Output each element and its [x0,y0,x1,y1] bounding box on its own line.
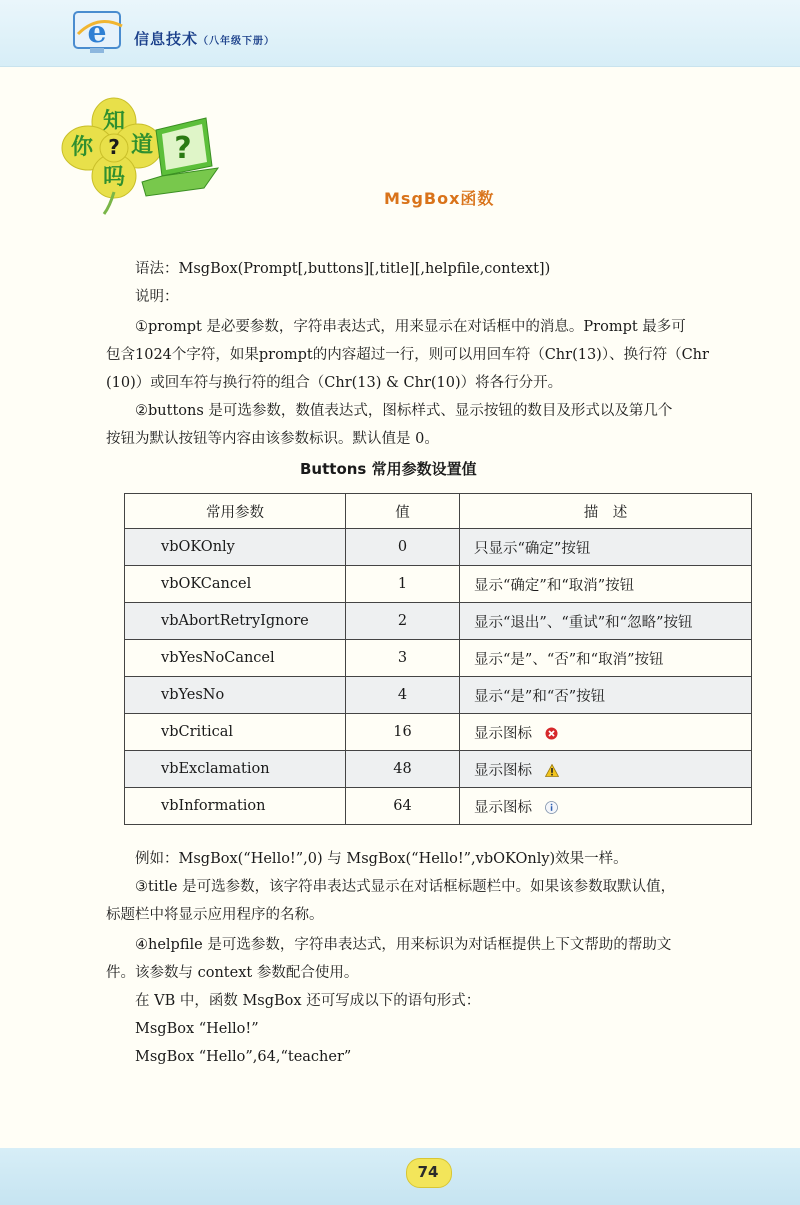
badge-char-ni: 你 [70,135,94,160]
book-title-main: 信息技术 [134,30,199,48]
buttons-para-line1: ②buttons 是可选参数，数值表达式，图标样式、显示按钮的数目及形式以及第几个 [135,403,673,419]
table-row [125,640,752,677]
section-title: MsgBox函数 [384,189,495,208]
badge-char-zhi: 知 [102,109,126,134]
header-desc: 描 述 [460,494,752,529]
table-row [125,529,752,566]
param-cell: vbOKCancel [125,566,346,603]
desc-cell: 显示“确定”和“取消”按钮 [460,566,752,603]
prompt-para-line3: (10)）或回车符与换行符的组合（Chr(13) & Chr(10)）将各行分开。 [106,375,563,391]
desc-cell [460,714,752,751]
syntax-line: 语法：MsgBox(Prompt[,buttons][,title][,helpfile,context]) [135,261,551,277]
prompt-para-line1: ①prompt 是必要参数，字符串表达式，用来显示在对话框中的消息。Prompt 最多可 [135,319,686,335]
desc-text: 显示图标 [474,725,532,742]
buttons-param-table [124,493,752,825]
table-row [125,751,752,788]
vb-form-intro: 在 VB 中，函数 MsgBox 还可写成以下的语句形式： [135,993,481,1009]
information-icon [545,801,558,814]
desc-cell: 显示“是”、“否”和“取消”按钮 [460,640,752,677]
table-row [125,714,752,751]
footer-band [0,1148,800,1205]
buttons-para-line2: 按钮为默认按钮等内容由该参数标识。默认值是 0。 [106,431,439,447]
page-number: 74 [417,1163,439,1181]
param-cell: vbOKOnly [125,529,346,566]
table-row [125,566,752,603]
value-cell: 4 [346,677,460,714]
value-cell: 2 [346,603,460,640]
badge-char-question: ? [108,135,120,159]
param-cell: vbYesNo [125,677,346,714]
param-cell: vbYesNoCancel [125,640,346,677]
example-line: 例如：MsgBox(“Hello!”,0) 与 MsgBox(“Hello!”,vbOKOnly)效果一样。 [135,851,628,867]
param-cell: vbInformation [125,788,346,825]
value-cell: 64 [346,788,460,825]
book-title-grade: （八年级下册） [198,36,276,47]
critical-icon [545,727,558,740]
table-row [125,788,752,825]
param-cell: vbExclamation [125,751,346,788]
table-row [125,677,752,714]
svg-text:e: e [87,15,107,50]
book-title [134,28,275,49]
value-cell: 1 [346,566,460,603]
value-cell: 0 [346,529,460,566]
header-value: 值 [346,494,460,529]
helpfile-para-line1: ④helpfile 是可选参数，字符串表达式，用来标识为对话框提供上下文帮助的帮助文 [135,937,672,953]
param-cell: vbCritical [125,714,346,751]
title-para-line1: ③title 是可选参数，该字符串表达式显示在对话框标题栏中。如果该参数取默认值， [135,879,676,895]
desc-text: 显示图标 [474,762,532,779]
desc-text: 显示图标 [474,799,532,816]
value-cell: 16 [346,714,460,751]
exclamation-icon [545,764,559,777]
param-cell: vbAbortRetryIgnore [125,603,346,640]
table-caption: Buttons 常用参数设置值 [300,460,477,478]
badge-char-ma: 吗 [102,165,126,190]
helpfile-para-line2: 件。该参数与 context 参数配合使用。 [106,965,359,981]
desc-cell: 显示“是”和“否”按钮 [460,677,752,714]
svg-text:?: ? [174,131,192,166]
table-row [125,603,752,640]
value-cell: 3 [346,640,460,677]
explain-label: 说明： [135,289,179,305]
desc-cell [460,751,752,788]
ie-logo-icon [70,8,128,56]
code-example-2: MsgBox “Hello”,64,“teacher” [135,1049,352,1065]
do-you-know-badge [56,96,226,216]
title-para-line2: 标题栏中将显示应用程序的名称。 [106,907,324,923]
desc-cell: 只显示“确定”按钮 [460,529,752,566]
header-param: 常用参数 [125,494,346,529]
value-cell: 48 [346,751,460,788]
prompt-para-line2: 包含1024个字符，如果prompt的内容超过一行，则可以用回车符（Chr(13)）、换行符（Chr [106,347,709,363]
badge-char-dao: 道 [130,133,154,158]
code-example-1: MsgBox “Hello!” [135,1021,259,1037]
table-header-row [125,494,752,529]
desc-cell: 显示“退出”、“重试”和“忽略”按钮 [460,603,752,640]
desc-cell [460,788,752,825]
